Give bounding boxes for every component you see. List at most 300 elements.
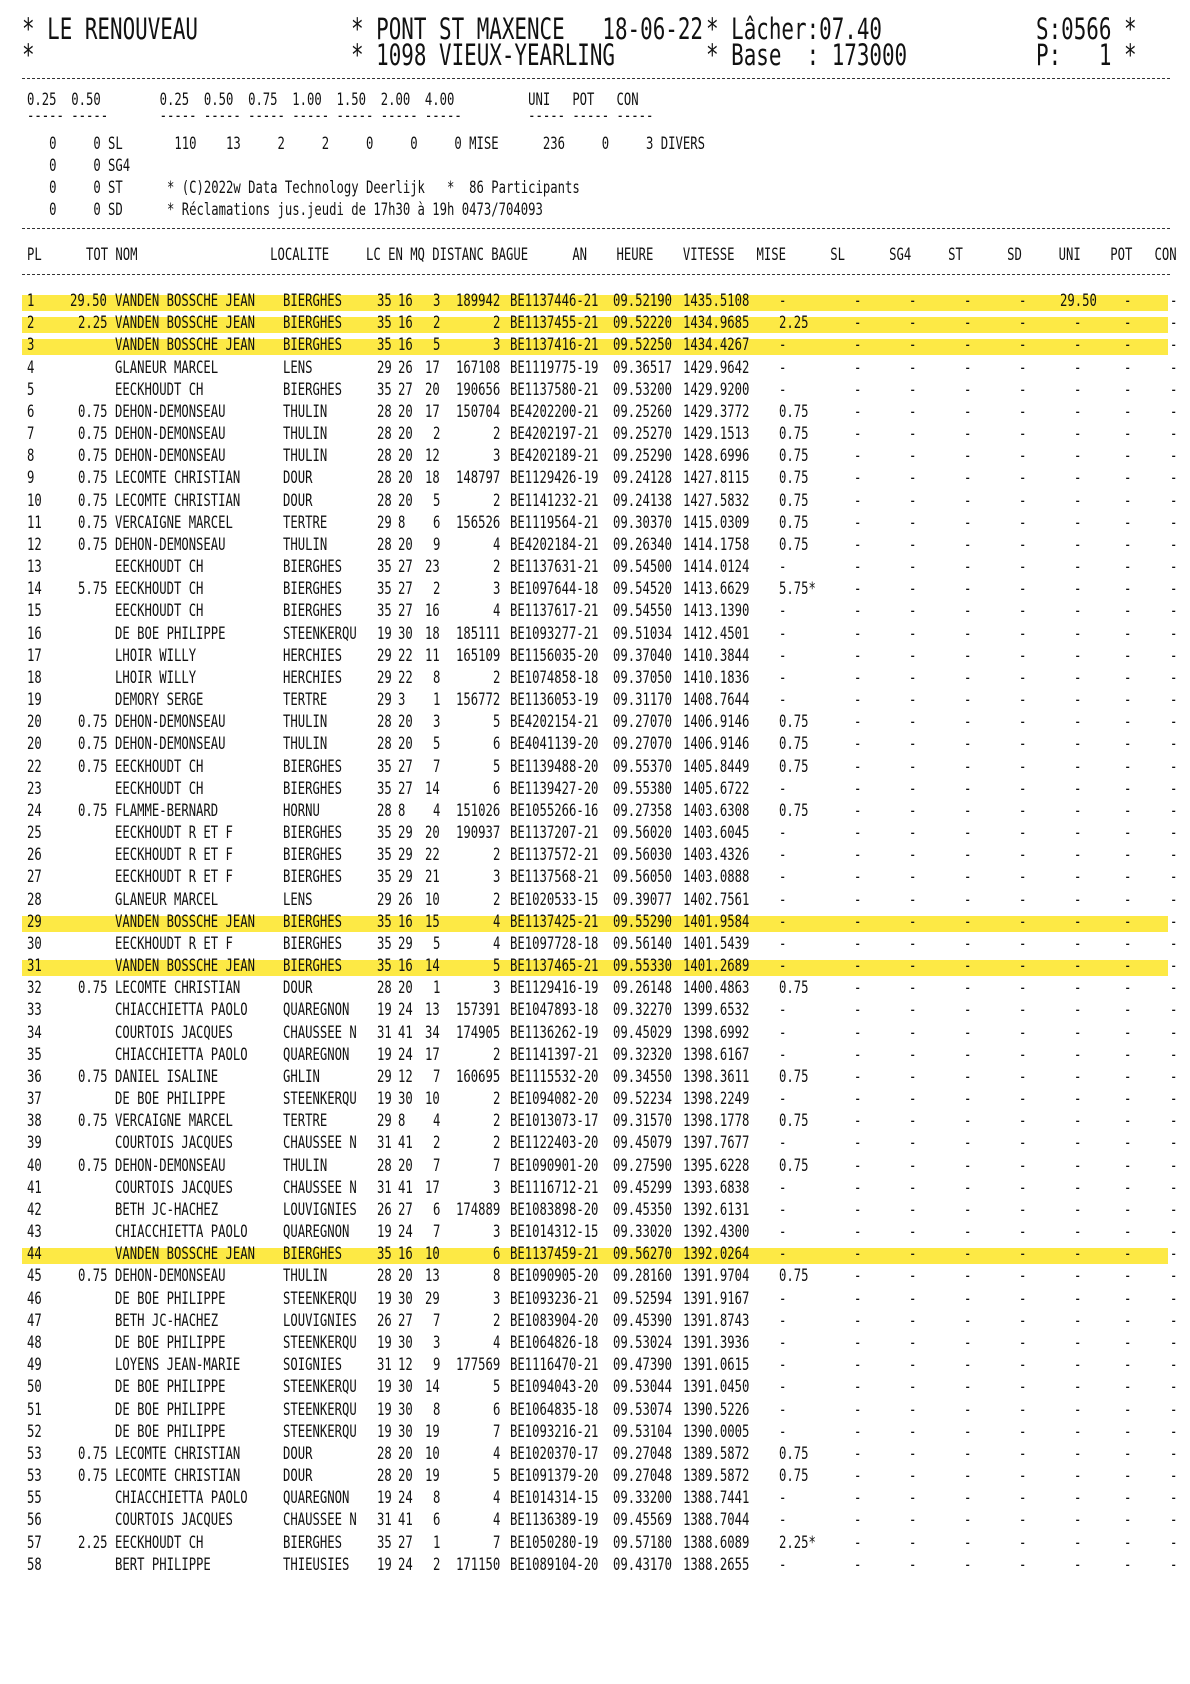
cell-pot: - [1124, 956, 1132, 977]
cell-dist: 5 [492, 712, 500, 733]
cell-mise: 0.75 [779, 424, 809, 445]
cell-dist: 4 [492, 911, 500, 932]
cell-sl: - [854, 379, 862, 400]
cell-st: - [964, 1510, 972, 1531]
cell-st: - [964, 1155, 972, 1176]
cell-pl: 55 [27, 1488, 42, 1509]
cell-lc: 19 [377, 1332, 392, 1353]
race-category: * 1098 VIEUX-YEARLING [351, 38, 615, 72]
cell-heure: 09.45299 [613, 1177, 672, 1198]
cell-heure: 09.25290 [613, 446, 672, 467]
cell-loc: BIERGHES [283, 867, 342, 888]
cell-loc: CHAUSSEE N [283, 1022, 357, 1043]
cell-con: - [1170, 956, 1178, 977]
cell-en: 16 [398, 911, 413, 932]
cell-en: 30 [398, 1421, 413, 1442]
cell-pot: - [1124, 1066, 1132, 1087]
cell-vitesse: 1406.9146 [683, 712, 750, 733]
cell-mise: - [779, 601, 787, 622]
cell-mq: 1 [432, 1532, 440, 1553]
cell-nom: DE BOE PHILIPPE [115, 1399, 226, 1420]
cell-heure: 09.52190 [613, 291, 672, 311]
cell-sd: - [1019, 1000, 1027, 1021]
cell-sl: - [854, 956, 862, 977]
cell-bague: BE1115532-20 [510, 1066, 599, 1087]
cell-pl: 42 [27, 1199, 42, 1220]
cell-mise: 0.75 [779, 534, 809, 555]
cell-vitesse: 1392.0264 [683, 1244, 750, 1265]
cell-bague: BE1119564-21 [510, 512, 599, 533]
cell-vitesse: 1428.6996 [683, 446, 750, 467]
cell-vitesse: 1435.5108 [683, 291, 750, 311]
cell-uni: - [1074, 313, 1082, 334]
cell-nom: BETH JC-HACHEZ [115, 1310, 219, 1331]
cell-con: - [1170, 1377, 1178, 1398]
cell-mq: 22 [425, 845, 440, 866]
cell-dist: 6 [492, 1399, 500, 1420]
cell-pl: 6 [27, 401, 35, 422]
cell-vitesse: 1391.9704 [683, 1266, 750, 1287]
cell-en: 27 [398, 1310, 413, 1331]
cell-pl: 30 [27, 933, 42, 954]
cell-pot: - [1124, 911, 1132, 932]
cell-uni: - [1074, 734, 1082, 755]
cell-con: - [1170, 1288, 1178, 1309]
cell-pl: 56 [27, 1510, 42, 1531]
cell-heure: 09.52220 [613, 313, 672, 334]
cell-nom: BERT PHILIPPE [115, 1554, 211, 1575]
cell-lc: 19 [377, 1488, 392, 1509]
cell-sd: - [1019, 734, 1027, 755]
cell-pl: 37 [27, 1089, 42, 1110]
cell-nom: LHOIR WILLY [115, 667, 197, 688]
cell-con: - [1170, 623, 1178, 644]
cell-mise: 0.75 [779, 712, 809, 733]
cell-vitesse: 1399.6532 [683, 1000, 750, 1021]
cell-sg4: - [909, 446, 917, 467]
cell-uni: - [1074, 1177, 1082, 1198]
cell-mise: 0.75 [779, 1111, 809, 1132]
cell-loc: BIERGHES [283, 579, 342, 600]
cell-loc: QUAREGNON [283, 1044, 350, 1065]
cell-nom: DEHON-DEMONSEAU [115, 712, 226, 733]
cell-mq: 5 [432, 734, 440, 755]
cell-lc: 26 [377, 1199, 392, 1220]
cell-sd: - [1019, 1488, 1027, 1509]
cell-sd: - [1019, 1355, 1027, 1376]
cell-dist: 3 [492, 1288, 500, 1309]
cell-heure: 09.39077 [613, 889, 672, 910]
cell-sd: - [1019, 712, 1027, 733]
cell-pot: - [1124, 313, 1132, 334]
cell-lc: 19 [377, 1044, 392, 1065]
cell-uni: - [1074, 1222, 1082, 1243]
cell-tot: 0.75 [77, 1443, 107, 1464]
cell-bague: BE1137459-21 [510, 1244, 599, 1265]
cell-uni: - [1074, 1022, 1082, 1043]
cell-pl: 12 [27, 534, 42, 555]
cell-heure: 09.27590 [613, 1155, 672, 1176]
cell-nom: COURTOIS JACQUES [115, 1177, 233, 1198]
cell-mq: 21 [425, 867, 440, 888]
cell-con: - [1170, 1155, 1178, 1176]
cell-nom: GLANEUR MARCEL [115, 357, 219, 378]
cell-heure: 09.53074 [613, 1399, 672, 1420]
cell-con: - [1170, 933, 1178, 954]
cell-nom: EECKHOUDT R ET F [115, 933, 233, 954]
cell-nom: VANDEN BOSSCHE JEAN [115, 335, 256, 356]
cell-pot: - [1124, 845, 1132, 866]
cell-st: - [964, 1089, 972, 1110]
cell-pl: 20 [27, 734, 42, 755]
cell-st: - [964, 1421, 972, 1442]
cell-heure: 09.56050 [613, 867, 672, 888]
cell-pot: - [1124, 1133, 1132, 1154]
cell-dist: 157391 [455, 1000, 500, 1021]
cell-heure: 09.53044 [613, 1377, 672, 1398]
cell-pl: 4 [27, 357, 35, 378]
cell-mq: 19 [425, 1466, 440, 1486]
cell-con: - [1170, 734, 1178, 755]
cell-bague: BE1090901-20 [510, 1155, 599, 1176]
cell-vitesse: 1429.1513 [683, 424, 750, 445]
cell-en: 27 [398, 601, 413, 622]
cell-vitesse: 1415.0309 [683, 512, 750, 533]
cell-pot: - [1124, 1199, 1132, 1220]
cell-st: - [964, 379, 972, 400]
cell-loc: THULIN [283, 1155, 328, 1176]
cell-lc: 28 [377, 534, 392, 555]
cell-mq: 18 [425, 623, 440, 644]
cell-uni: - [1074, 978, 1082, 999]
cell-lc: 35 [377, 956, 392, 977]
cell-vitesse: 1398.1778 [683, 1111, 750, 1132]
cell-sl: - [854, 601, 862, 622]
cell-pl: 9 [27, 468, 35, 489]
cell-mise: 0.75 [779, 756, 809, 777]
cell-tot: 0.75 [77, 446, 107, 467]
cell-dist: 3 [492, 335, 500, 356]
cell-mq: 34 [425, 1022, 440, 1043]
cell-pot: - [1124, 712, 1132, 733]
cell-mq: 17 [425, 357, 440, 378]
cell-nom: DEHON-DEMONSEAU [115, 534, 226, 555]
cell-tot: 0.75 [77, 1111, 107, 1132]
cell-nom: GLANEUR MARCEL [115, 889, 219, 910]
cell-mise: - [779, 335, 787, 356]
cell-sg4: - [909, 889, 917, 910]
cell-sg4: - [909, 1066, 917, 1087]
cell-con: - [1170, 1488, 1178, 1509]
cell-lc: 31 [377, 1022, 392, 1043]
cell-lc: 35 [377, 557, 392, 578]
cell-bague: BE1136389-19 [510, 1510, 599, 1531]
cell-lc: 26 [377, 1310, 392, 1331]
cell-nom: VANDEN BOSSCHE JEAN [115, 1244, 256, 1265]
cell-sl: - [854, 512, 862, 533]
cell-sl: - [854, 1199, 862, 1220]
cell-dist: 6 [492, 778, 500, 799]
cell-con: - [1170, 1022, 1178, 1043]
cell-st: - [964, 800, 972, 821]
cell-en: 20 [398, 446, 413, 467]
cell-lc: 29 [377, 690, 392, 711]
cell-en: 12 [398, 1355, 413, 1376]
cell-pot: - [1124, 579, 1132, 600]
cell-sd: - [1019, 800, 1027, 821]
cell-heure: 09.45569 [613, 1510, 672, 1531]
cell-uni: - [1074, 1355, 1082, 1376]
cell-sl: - [854, 291, 862, 311]
cell-heure: 09.45390 [613, 1310, 672, 1331]
cell-en: 20 [398, 1443, 413, 1464]
cell-vitesse: 1398.2249 [683, 1089, 750, 1110]
cell-dist: 3 [492, 446, 500, 467]
cell-heure: 09.34550 [613, 1066, 672, 1087]
cell-sl: - [854, 335, 862, 356]
cell-bague: BE1141232-21 [510, 490, 599, 511]
cell-lc: 28 [377, 1443, 392, 1464]
cell-pl: 24 [27, 800, 42, 821]
cell-sl: - [854, 1554, 862, 1575]
cell-uni: - [1074, 1133, 1082, 1154]
cell-vitesse: 1390.5226 [683, 1399, 750, 1420]
cell-uni: - [1074, 645, 1082, 666]
cell-vitesse: 1429.9200 [683, 379, 750, 400]
cell-sd: - [1019, 357, 1027, 378]
cell-st: - [964, 978, 972, 999]
cell-loc: DOUR [283, 490, 313, 511]
cell-nom: VANDEN BOSSCHE JEAN [115, 313, 256, 334]
cell-sl: - [854, 978, 862, 999]
cell-pot: - [1124, 1266, 1132, 1287]
cell-en: 24 [398, 1554, 413, 1575]
cell-sd: - [1019, 1177, 1027, 1198]
cell-pl: 13 [27, 557, 42, 578]
cell-en: 20 [398, 1155, 413, 1176]
cell-lc: 19 [377, 1000, 392, 1021]
cell-sl: - [854, 1266, 862, 1287]
cell-sd: - [1019, 1466, 1027, 1486]
cell-bague: BE1156035-20 [510, 645, 599, 666]
cell-en: 3 [398, 690, 406, 711]
cell-heure: 09.32270 [613, 1000, 672, 1021]
cell-en: 20 [398, 978, 413, 999]
cell-en: 20 [398, 534, 413, 555]
cell-nom: CHIACCHIETTA PAOLO [115, 1000, 248, 1021]
cell-bague: BE1137455-21 [510, 313, 599, 334]
cell-nom: CHIACCHIETTA PAOLO [115, 1222, 248, 1243]
cell-sd: - [1019, 1066, 1027, 1087]
cell-pl: 41 [27, 1177, 42, 1198]
cell-bague: BE1137580-21 [510, 379, 599, 400]
cell-sg4: - [909, 534, 917, 555]
cell-sd: - [1019, 845, 1027, 866]
cell-st: - [964, 1133, 972, 1154]
cell-loc: BIERGHES [283, 756, 342, 777]
cell-dist: 174905 [455, 1022, 500, 1043]
cell-mq: 10 [425, 1443, 440, 1464]
cell-dist: 2 [492, 889, 500, 910]
cell-dist: 7 [492, 1155, 500, 1176]
cell-bague: BE1119775-19 [510, 357, 599, 378]
cell-heure: 09.53104 [613, 1421, 672, 1442]
cell-mq: 5 [432, 933, 440, 954]
cell-loc: TERTRE [283, 512, 328, 533]
cell-nom: LOYENS JEAN-MARIE [115, 1355, 241, 1376]
cell-bague: BE1129416-19 [510, 978, 599, 999]
cell-uni: - [1074, 1488, 1082, 1509]
cell-loc: SOIGNIES [283, 1355, 342, 1376]
cell-sg4: - [909, 1244, 917, 1265]
cell-pl: 39 [27, 1133, 42, 1154]
cell-uni: - [1074, 1443, 1082, 1464]
cell-mise: - [779, 1488, 787, 1509]
cell-sd: - [1019, 1288, 1027, 1309]
cell-pl: 3 [27, 335, 35, 356]
cell-loc: QUAREGNON [283, 1488, 350, 1509]
cell-st: - [964, 1377, 972, 1398]
cell-loc: TERTRE [283, 690, 328, 711]
cell-heure: 09.52250 [613, 335, 672, 356]
cell-loc: DOUR [283, 978, 313, 999]
cell-heure: 09.37040 [613, 645, 672, 666]
cell-con: - [1170, 690, 1178, 711]
cell-loc: DOUR [283, 1443, 313, 1464]
cell-uni: - [1074, 1244, 1082, 1265]
cell-mq: 5 [432, 490, 440, 511]
cell-heure: 09.54550 [613, 601, 672, 622]
cell-dist: 5 [492, 756, 500, 777]
cell-con: - [1170, 1089, 1178, 1110]
cell-pl: 53 [27, 1466, 42, 1486]
cell-mq: 12 [425, 446, 440, 467]
cell-dist: 2 [492, 1133, 500, 1154]
cell-en: 8 [398, 800, 406, 821]
cell-sd: - [1019, 1510, 1027, 1531]
cell-en: 26 [398, 357, 413, 378]
cell-sl: - [854, 1532, 862, 1553]
cell-lc: 35 [377, 823, 392, 844]
cell-uni: - [1074, 1044, 1082, 1065]
cell-en: 41 [398, 1022, 413, 1043]
cell-lc: 35 [377, 601, 392, 622]
cell-mq: 11 [425, 645, 440, 666]
cell-st: - [964, 1288, 972, 1309]
cell-vitesse: 1410.1836 [683, 667, 750, 688]
cell-pot: - [1124, 1000, 1132, 1021]
stakes-dashes: ----- ----- ----- ----- ----- ----- ----- ----- ----- ----- ----- ----- [27, 106, 654, 126]
cell-sl: - [854, 1155, 862, 1176]
cell-dist: 156526 [455, 512, 500, 533]
cell-pot: - [1124, 623, 1132, 644]
cell-en: 20 [398, 468, 413, 489]
cell-nom: DEHON-DEMONSEAU [115, 401, 226, 422]
cell-sg4: - [909, 690, 917, 711]
cell-nom: EECKHOUDT R ET F [115, 823, 233, 844]
cell-vitesse: 1388.6089 [683, 1532, 750, 1553]
cell-uni: - [1074, 1155, 1082, 1176]
cell-en: 41 [398, 1177, 413, 1198]
cell-bague: BE1014314-15 [510, 1488, 599, 1509]
cell-en: 20 [398, 734, 413, 755]
cell-mise: - [779, 778, 787, 799]
cell-sd: - [1019, 1399, 1027, 1420]
cell-sg4: - [909, 712, 917, 733]
cell-mq: 14 [425, 778, 440, 799]
cell-con: - [1170, 1044, 1178, 1065]
cell-loc: STEENKERQU [283, 1089, 357, 1110]
cell-sg4: - [909, 1466, 917, 1486]
page-number: P: 1 * [1036, 38, 1137, 72]
cell-pot: - [1124, 1554, 1132, 1575]
cell-con: - [1170, 1066, 1178, 1087]
cell-sg4: - [909, 401, 917, 422]
cell-uni: - [1074, 1332, 1082, 1353]
cell-pot: - [1124, 534, 1132, 555]
cell-dist: 5 [492, 956, 500, 977]
cell-vitesse: 1392.4300 [683, 1222, 750, 1243]
cell-sd: - [1019, 579, 1027, 600]
cell-bague: BE1137617-21 [510, 601, 599, 622]
cell-dist: 4 [492, 534, 500, 555]
cell-uni: - [1074, 1089, 1082, 1110]
cell-uni: - [1074, 889, 1082, 910]
cell-loc: BIERGHES [283, 933, 342, 954]
separator [22, 228, 1170, 229]
cell-sl: - [854, 645, 862, 666]
cell-sl: - [854, 313, 862, 334]
cell-bague: BE1137568-21 [510, 867, 599, 888]
cell-bague: BE1020370-17 [510, 1443, 599, 1464]
cell-lc: 29 [377, 889, 392, 910]
cell-sl: - [854, 1510, 862, 1531]
cell-nom: CHIACCHIETTA PAOLO [115, 1488, 248, 1509]
cell-mise: - [779, 1399, 787, 1420]
cell-lc: 19 [377, 1288, 392, 1309]
cell-con: - [1170, 1510, 1178, 1531]
cell-bague: BE1137572-21 [510, 845, 599, 866]
cell-st: - [964, 1022, 972, 1043]
cell-sd: - [1019, 335, 1027, 356]
cell-heure: 09.27048 [613, 1443, 672, 1464]
cell-pot: - [1124, 667, 1132, 688]
cell-loc: BIERGHES [283, 1532, 342, 1553]
cell-en: 29 [398, 867, 413, 888]
cell-heure: 09.56140 [613, 933, 672, 954]
cell-uni: - [1074, 601, 1082, 622]
cell-uni: - [1074, 557, 1082, 578]
cell-lc: 35 [377, 1244, 392, 1265]
cell-pl: 26 [27, 845, 42, 866]
cell-pl: 40 [27, 1155, 42, 1176]
cell-st: - [964, 623, 972, 644]
cell-dist: 7 [492, 1421, 500, 1442]
cell-nom: VERCAIGNE MARCEL [115, 512, 233, 533]
cell-pl: 2 [27, 313, 35, 334]
cell-st: - [964, 424, 972, 445]
cell-sg4: - [909, 911, 917, 932]
cell-con: - [1170, 534, 1178, 555]
cell-sl: - [854, 1421, 862, 1442]
cell-uni: - [1074, 1421, 1082, 1442]
cell-lc: 29 [377, 357, 392, 378]
cell-sd: - [1019, 1244, 1027, 1265]
cell-en: 24 [398, 1044, 413, 1065]
cell-uni: - [1074, 1288, 1082, 1309]
cell-mise: - [779, 623, 787, 644]
cell-lc: 29 [377, 645, 392, 666]
